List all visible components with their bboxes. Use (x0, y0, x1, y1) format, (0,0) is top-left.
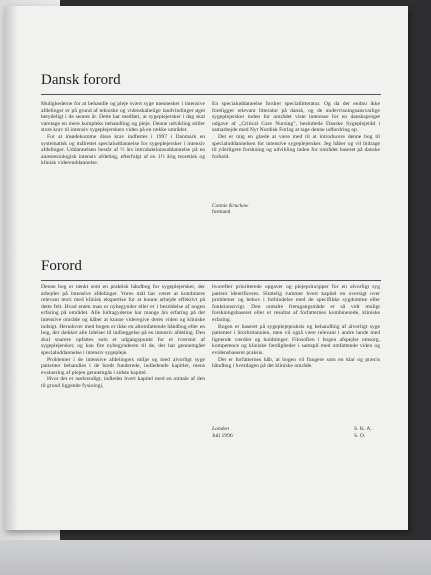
place: London (212, 426, 230, 432)
paragraph: Det er forfatternes håb, at bogen vil fungere som en klar og præcis håndbog i hverdagen på det kliniske område. (212, 356, 380, 370)
paragraph: Hvor det er nødvendigt, indledes hvert kapitel med en omtale af den til grund liggende fysiologi, (41, 376, 205, 389)
date: Juli 1996 (212, 433, 233, 439)
author-initials (354, 426, 372, 440)
signature-role: formand (212, 209, 231, 216)
initials-line: S. K. A. (354, 426, 372, 432)
book-page (4, 6, 408, 530)
title-rule (41, 280, 381, 281)
preface-title: Forord (41, 258, 82, 274)
preface-right-column (212, 284, 380, 370)
table-surface (0, 540, 431, 575)
paragraph: hvorefter prioriterede opgaver og plejeprincipper for en alvorligt syg patient identificeres. Sluttelig rummer hvert kapitel en oversigt over problemer og behov i forbindelse med de specifikke sygdomme eller funktionssvigt. Den omtalte fremgangsmåde er så vidt muligt forskningsbaseret eller et resultat af forfatternes kombinerede, kliniske erfaring. (212, 284, 380, 323)
initials-line: S. O. (354, 433, 366, 439)
paragraph: Det er mig en glæde at være med til at introducere denne bog til specialuddannelsen for intensive sygeplejersker. Jeg håber og vil bidrage til yderligere forskning og udvikling inden for området baseret på danske forhold. (212, 133, 380, 160)
paragraph: Denne bog er tænkt som en praktisk håndbog for sygeplejersker, der arbejder på intensive afdelinger. Vores mål har været at kombinere relevant teori med klinisk ekspertise for at kunne arbejde effektivt på dette felt. Hvad enten man er nybegynder eller er i besiddelse af nogen erfaring på området. Alle bidragyderne har mange års erfaring på det intensive område og håber at kunne videregive deres viden og kliniske indsigt. Herudover med bogen er ikke en altomfattende håndbog eller en bog, der dækker alle lidelser til indlæggelse på en intensiv afdeling. Den skal snarere opfattes som et udgangspunkt for et tværsnit af sygeplejersker, og kan fire nybegynderen til de, der har gennemgået specialuddannelse i intensiv sygepleje. (41, 284, 205, 356)
paragraph: En specialuddannelse fordrer speciallitteratur. Og da der endnu ikke foreligger relevant litteratur på dansk, og de undervisningsansvarlige sygeplejersker inden for området viste interesse for en dansksproget udgave af „Critical Care Nursing", besluttede Danske Sygeplejeråd i samarbejde med Nyt Nordisk Forlag at tage denne udfordring op. (212, 101, 380, 134)
signature-block (212, 203, 248, 216)
paragraph: Problemer i de intensive afdelingers miljø og med alvorligt syge patienter behandles i de bredt funderede, indledende kapitler, mens evaluering af plejen gennemgås i sidste kapitel. (41, 356, 205, 376)
preface-left-column (41, 284, 205, 390)
page-gutter-shadow (4, 6, 18, 530)
signature-name: Connie Kruckow (212, 203, 249, 209)
danish-preface-title: Dansk forord (41, 72, 121, 88)
title-rule (41, 94, 381, 95)
paragraph: Bogen er baseret på sygeplejepraksis og behandling af alvorligt syge patienter i Storbritannien, men vil også være relevant i andre lande med lignende værdier og holdninger. Filosofien i bogen afspejler omsorg, kompetence og kliniske færdigheder i samspil med omfattende viden og evidensbaseret praksis. (212, 323, 380, 356)
danish-preface-left-column (41, 101, 205, 167)
place-date-block (212, 426, 233, 440)
paragraph: Mulighederne for at behandle og pleje svært syge mennesker i intensive afdelinger er på grund af tekniske og videnskabelige landvindinger øget betydeligt i de senere år. Dette har medført, at sygeplejersker i dag skal varetage en mere kompleks behandling og pleje. Denne udvikling stiller store krav til intensiv sygeplejerskers viden på en række områder. (41, 101, 205, 134)
danish-preface-right-column (212, 101, 380, 160)
paragraph: For at imødekomme disse krav indførtes i 1997 i Danmark en systematisk og målrettet specialuddannelse for sygeplejersker i intensiv afdelinger. Uddannelsen består af ½ års introduktionsuddannelse på en anæstesiologisk intensiv afdeling, efterfulgt af en 1½ årig teoretisk og klinisk videreuddannelse. (41, 133, 205, 167)
